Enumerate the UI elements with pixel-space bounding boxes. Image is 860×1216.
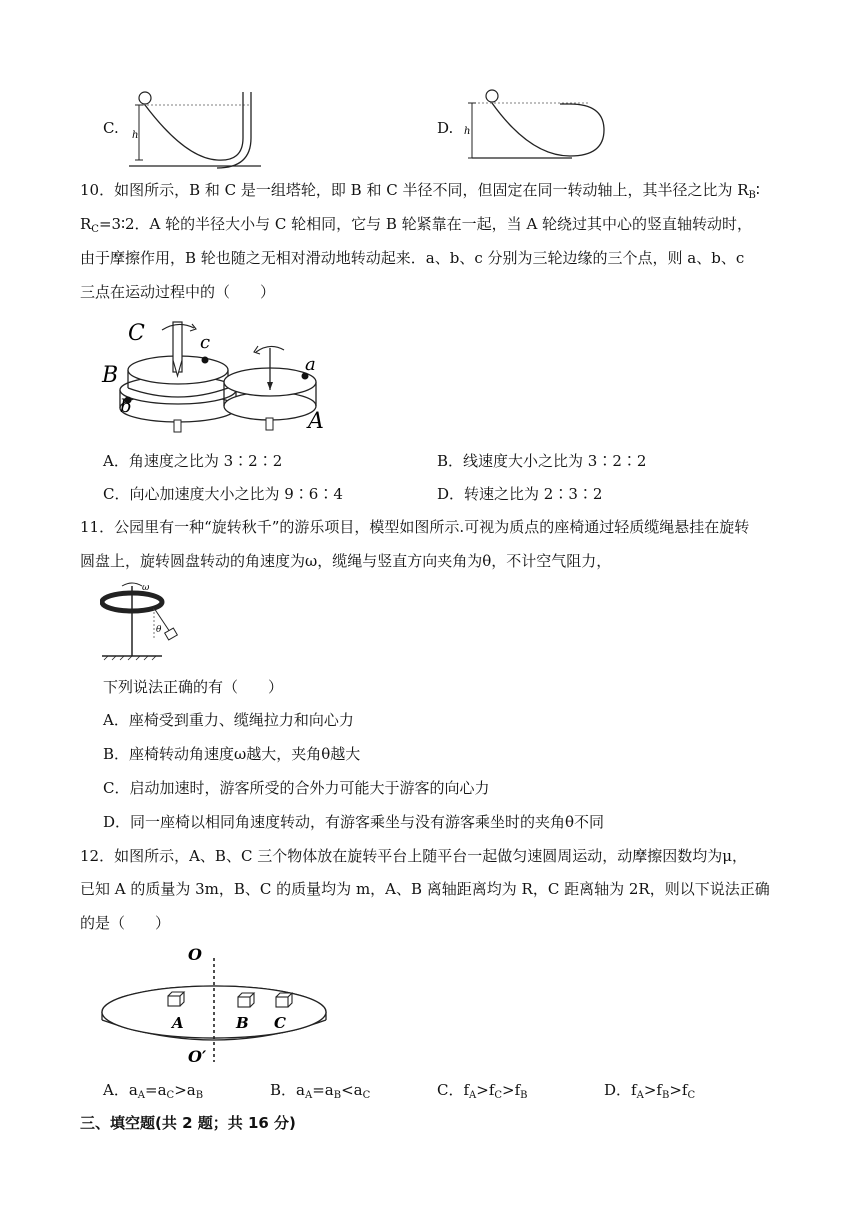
q11-option-a[interactable]: A．座椅受到重力、缆绳拉力和向心力 <box>103 711 354 729</box>
q11-option-d[interactable]: D．同一座椅以相同角速度转动，有游客乘坐与没有游客乘坐时的夹角θ不同 <box>103 813 605 831</box>
q12-option-b[interactable]: B．$a_A=a_B<a_C$ <box>270 1081 371 1101</box>
block-c-label: C <box>274 1014 286 1032</box>
q10-line-1: 10．如图所示，B 和 C 是一组塔轮，即 B 和 C 半径不同，但固定在同一转动轴上，其半径之比为 $R_B∶$ <box>80 181 760 201</box>
point-a-label: a <box>305 354 316 375</box>
option-d-figure <box>460 86 610 166</box>
block-a-label: A <box>172 1014 184 1032</box>
q10-option-b[interactable]: B．线速度大小之比为 3∶2∶2 <box>437 452 647 470</box>
q12-option-a[interactable]: A．$a_A=a_C>a_B$ <box>103 1081 204 1101</box>
q12-line-3: 的是（ ） <box>80 914 171 932</box>
q12-platform-figure <box>100 940 335 1065</box>
q12-option-d[interactable]: D．$f_A>f_B>f_C$ <box>604 1081 696 1101</box>
option-c-label: C. <box>103 119 119 137</box>
q11-line-2: 圆盘上，旋转圆盘转动的角速度为ω，缆绳与竖直方向夹角为θ，不计空气阻力， <box>80 552 612 570</box>
option-d-label: D. <box>437 119 454 137</box>
section-3-title: 三、填空题(共 2 题；共 16 分) <box>80 1114 296 1132</box>
q12-line-2: 已知 A 的质量为 3m，B、C 的质量均为 m，A、B 离轴距离均为 R，C 距离轴为 2R，则以下说法正确 <box>80 880 770 898</box>
q10-option-a[interactable]: A．角速度之比为 3∶2∶2 <box>103 452 283 470</box>
q11-line-1: 11．公园里有一种“旋转秋千”的游乐项目，模型如图所示.可视为质点的座椅通过轻质缆绳悬挂在旋转 <box>80 518 750 536</box>
q10-line-3: 由于摩擦作用，B 轮也随之无相对滑动地转动起来．a、b、c 分别为三轮边缘的三个点，则 a、b、c <box>80 249 745 267</box>
q10-line-4: 三点在运动过程中的（ ） <box>80 283 276 301</box>
q12-option-c[interactable]: C．$f_A>f_C>f_B$ <box>437 1081 528 1101</box>
q10-tower-wheel-figure <box>100 310 330 435</box>
omega-label: ω <box>142 583 150 593</box>
q10-option-d[interactable]: D．转速之比为 2∶3∶2 <box>437 485 603 503</box>
q12-line-1: 12．如图所示，A、B、C 三个物体放在旋转平台上随平台一起做匀速圆周运动，动摩擦因数均为μ， <box>80 847 747 865</box>
label-a-wheel: A <box>308 409 324 434</box>
h-label: h <box>132 130 139 141</box>
label-c-wheel: C <box>128 321 145 346</box>
q11-prompt: 下列说法正确的有（ ） <box>103 678 284 696</box>
block-b-label: B <box>236 1014 249 1032</box>
option-c-figure <box>125 88 265 170</box>
theta-label: θ <box>156 625 162 635</box>
q10-option-c[interactable]: C．向心加速度大小之比为 9∶6∶4 <box>103 485 343 503</box>
label-b-wheel: B <box>102 363 119 388</box>
axis-o-label: O <box>188 945 202 964</box>
q10-line-2: $R_C=3∶2$．A 轮的半径大小与 C 轮相同，它与 B 轮紧靠在一起，当 A 轮绕过其中心的竖直轴转动时， <box>80 215 753 235</box>
axis-o-prime-label: O′ <box>188 1047 207 1065</box>
q11-option-b[interactable]: B．座椅转动角速度ω越大，夹角θ越大 <box>103 745 361 763</box>
point-c-label: c <box>200 332 211 353</box>
h-label: h <box>464 126 471 137</box>
point-b-label: b <box>120 396 132 417</box>
q11-swing-figure <box>100 580 195 662</box>
q11-option-c[interactable]: C．启动加速时，游客所受的合外力可能大于游客的向心力 <box>103 779 490 797</box>
